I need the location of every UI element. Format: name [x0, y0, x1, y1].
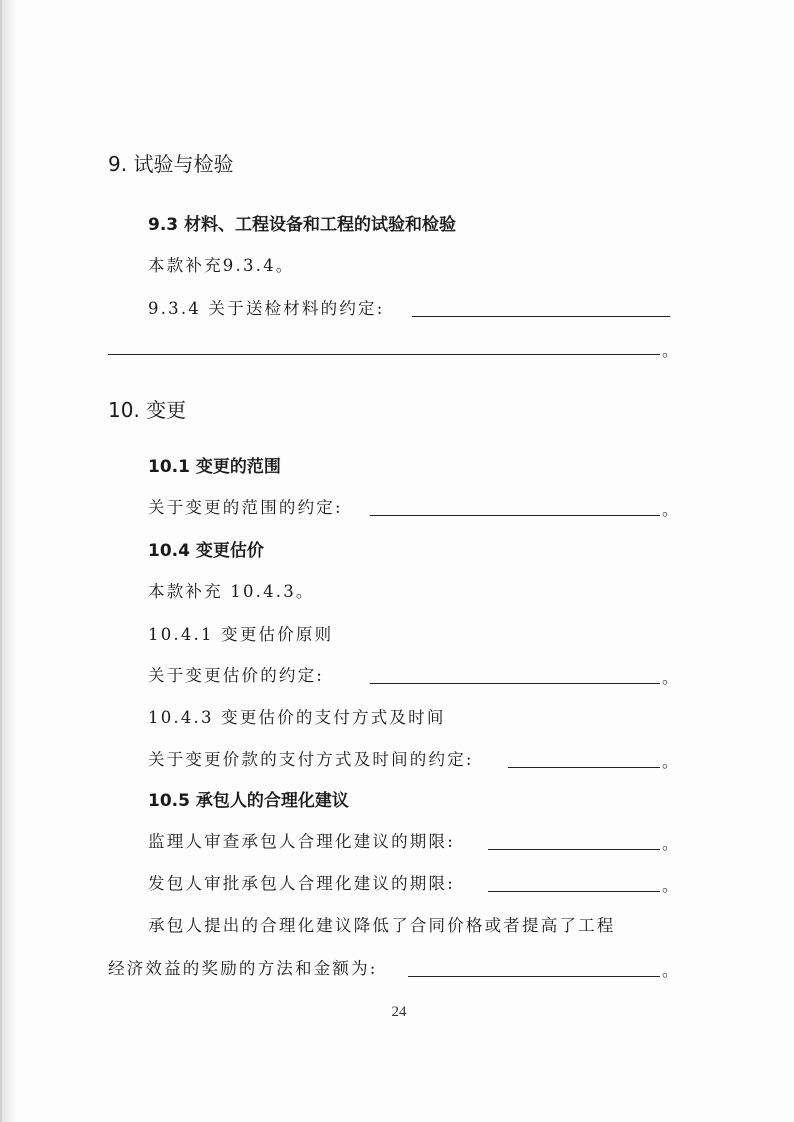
section-10-1-blank[interactable] [370, 515, 660, 516]
item-10-4-3-label: 10.4.3 变更估价的支付方式及时间 [148, 708, 446, 727]
section-10-5-reward-line-2: 经济效益的奖励的方法和金额为: [108, 959, 378, 978]
section-9-heading: 9. 试验与检验 [108, 152, 234, 176]
section-10-5-reward-blank[interactable] [408, 976, 660, 977]
section-10-4-supplement: 本款补充 10.4.3。 [148, 582, 315, 601]
item-9-3-4-blank-1[interactable] [412, 316, 670, 317]
section-10-heading: 10. 变更 [108, 398, 187, 422]
section-10-5-heading: 10.5 承包人的合理化建议 [148, 791, 349, 811]
section-10-5-review-label: 监理人审查承包人合理化建议的期限: [148, 832, 455, 851]
section-10-1-agreement-label: 关于变更的范围的约定: [148, 498, 343, 517]
section-10-1-period: 。 [662, 500, 679, 519]
section-10-1-heading: 10.1 变更的范围 [148, 457, 281, 477]
item-10-4-3-agreement-label: 关于变更价款的支付方式及时间的约定: [148, 750, 474, 769]
section-9-3-supplement: 本款补充9.3.4。 [148, 256, 295, 275]
section-10-5-review-blank[interactable] [488, 849, 660, 850]
section-10-5-reward-line-1: 承包人提出的合理化建议降低了合同价格或者提高了工程 [148, 916, 616, 935]
item-10-4-3-period: 。 [662, 752, 679, 771]
item-10-4-3-blank[interactable] [508, 767, 660, 768]
item-10-4-1-period: 。 [662, 668, 679, 687]
section-10-5-approve-label: 发包人审批承包人合理化建议的期限: [148, 874, 455, 893]
item-9-3-4-period: 。 [662, 341, 679, 360]
section-10-5-approve-period: 。 [662, 876, 679, 895]
item-9-3-4-label: 9.3.4 关于送检材料的约定: [148, 299, 385, 318]
section-10-4-heading: 10.4 变更估价 [148, 541, 264, 561]
section-9-3-heading: 9.3 材料、工程设备和工程的试验和检验 [148, 215, 457, 235]
section-10-5-approve-blank[interactable] [488, 891, 660, 892]
section-10-5-reward-period: 。 [662, 961, 679, 980]
item-10-4-1-blank[interactable] [370, 683, 660, 684]
scan-edge-shadow [2, 0, 16, 1122]
item-10-4-1-label: 10.4.1 变更估价原则 [148, 625, 334, 644]
item-10-4-1-agreement-label: 关于变更估价的约定: [148, 666, 325, 685]
item-9-3-4-blank-2[interactable] [108, 354, 660, 355]
page-number: 24 [391, 1004, 407, 1020]
section-10-5-review-period: 。 [662, 834, 679, 853]
